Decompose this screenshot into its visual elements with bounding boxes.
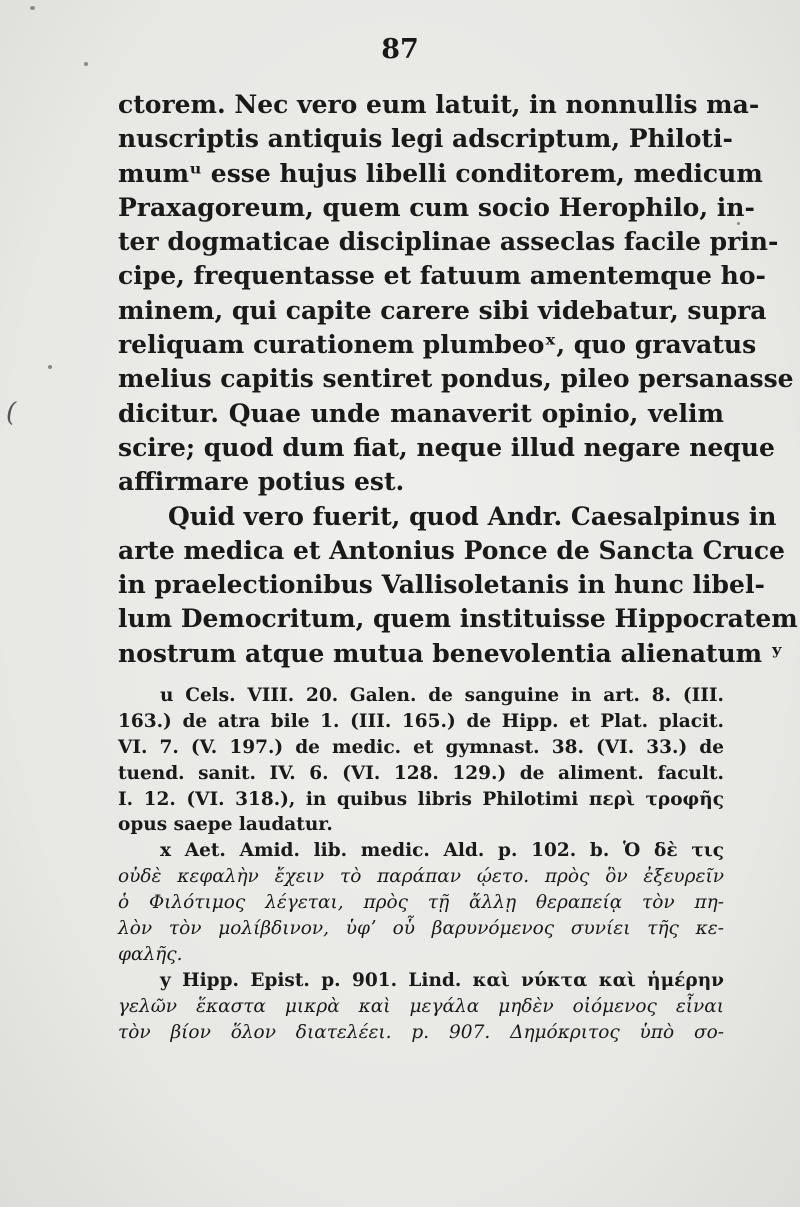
text-line: melius capitis sentiret pondus, pileo persanasse bbox=[118, 364, 794, 394]
text-line: ctorem. Nec vero eum latuit, in nonnullis ma- bbox=[118, 90, 760, 119]
footnote-line: ὁ Φιλότιμος λέγεται, πρὸς τῇ ἄλλῃ θεραπείᾳ τὸν πη- bbox=[118, 892, 724, 914]
footnote-line: οὐδὲ κεφαλὴν ἔχειν τὸ παράπαν ῴετο. πρὸς ὃν ἐξευρεῖν bbox=[118, 866, 724, 888]
paper-speck bbox=[48, 365, 52, 369]
text-line: nostrum atque mutua benevolentia alienatum ʸ bbox=[118, 638, 783, 668]
text-line: cipe, frequentasse et fatuum amentemque ho- bbox=[118, 261, 766, 291]
paper-speck bbox=[30, 6, 35, 10]
text-line: affirmare potius est. bbox=[118, 467, 405, 497]
text-line: Quid vero fuerit, quod Andr. Caesalpinus in bbox=[168, 501, 777, 531]
page-number: 87 bbox=[381, 34, 419, 65]
footnote-line: u Cels. VIII. 20. Galen. de sanguine in art. 8. (III. bbox=[160, 685, 724, 706]
footnote-line: tuend. sanit. IV. 6. (VI. 128. 129.) de aliment. facult. bbox=[118, 762, 724, 784]
footnote-line: I. 12. (VI. 318.), in quibus libris Philotimi περὶ τροφῆς bbox=[118, 788, 724, 810]
paper-speck bbox=[737, 222, 740, 225]
footnote-line: y Hipp. Epist. p. 901. Lind. καὶ νύκτα καὶ ἡμέρην bbox=[160, 969, 724, 991]
footnote-line: τὸν βίον ὅλον διατελέει. p. 907. Δημόκριτος ὑπὸ σο- bbox=[118, 1021, 724, 1043]
text-line: mumᵘ esse hujus libelli conditorem, medicum bbox=[118, 158, 763, 188]
text-line: in praelectionibus Vallisoletanis in hunc libel- bbox=[118, 570, 765, 600]
text-line: ter dogmaticae disciplinae asseclas facile prin- bbox=[118, 227, 779, 257]
footnote-line: γελῶν ἕκαστα μικρὰ καὶ μεγάλα μηδὲν οἰόμενος εἶναι bbox=[118, 995, 724, 1017]
footnote-line: opus saepe laudatur. bbox=[118, 814, 333, 836]
footnote-line: x Aet. Amid. lib. medic. Ald. p. 102. b. Ὁ δὲ τις bbox=[160, 840, 724, 862]
text-line: dicitur. Quae unde manaverit opinio, velim bbox=[118, 398, 724, 428]
margin-mark: ( bbox=[6, 398, 17, 428]
footnote-line: λὸν τὸν μολίβδινον, ὑφʼ οὗ βαρυνόμενος συνίει τῆς κε- bbox=[118, 918, 724, 940]
text-line: arte medica et Antonius Ponce de Sancta Cruce bbox=[118, 535, 785, 565]
text-line: scire; quod dum fiat, neque illud negare neque bbox=[118, 432, 775, 462]
text-line: minem, qui capite carere sibi videbatur, supra bbox=[118, 295, 767, 325]
footnote-line: 163.) de atra bile 1. (III. 165.) de Hipp. et Plat. placit. bbox=[118, 710, 724, 732]
text-line: nuscriptis antiquis legi adscriptum, Philoti- bbox=[118, 124, 733, 154]
text-line: Praxagoreum, quem cum socio Herophilo, in- bbox=[118, 192, 755, 222]
main-text bbox=[118, 88, 798, 671]
footnotes bbox=[118, 683, 724, 1045]
footnote-line: VI. 7. (V. 197.) de medic. et gymnast. 38. (VI. 33.) de bbox=[118, 736, 724, 758]
text-line: reliquam curationem plumbeoˣ, quo gravatus bbox=[118, 330, 757, 360]
text-line: lum Democritum, quem instituisse Hippocratem bbox=[118, 604, 798, 634]
footnote-line: φαλῆς. bbox=[118, 943, 183, 965]
